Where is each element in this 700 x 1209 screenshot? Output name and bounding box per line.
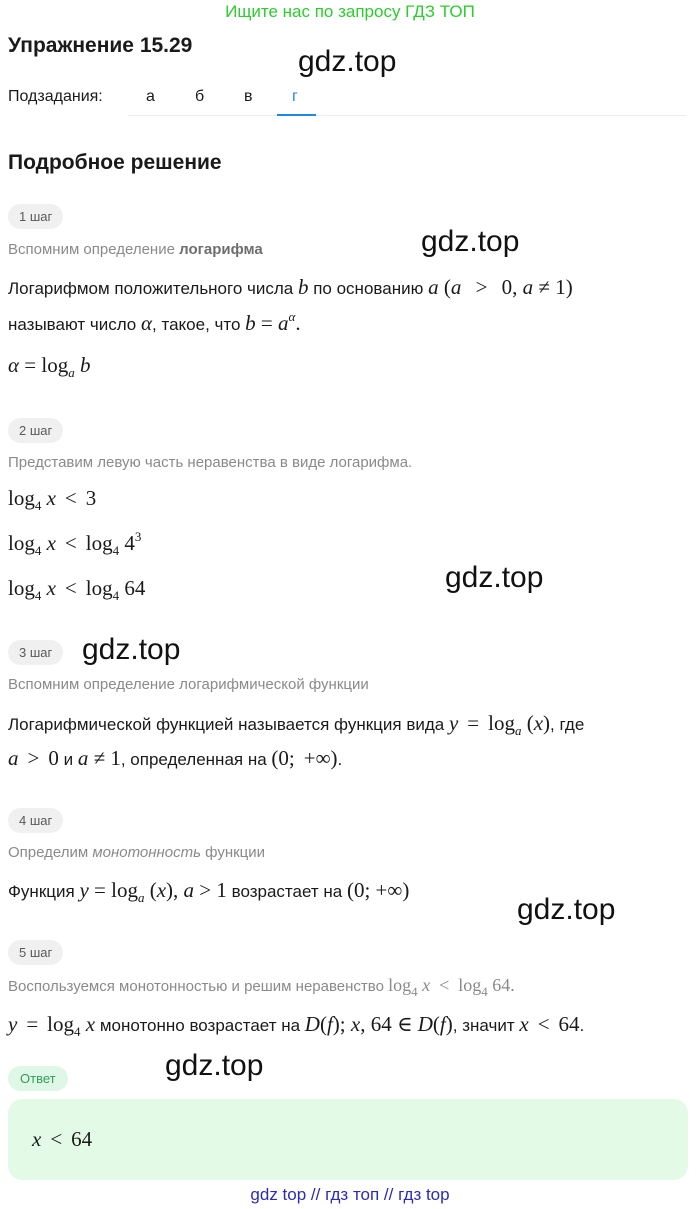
- watermark: gdz.top: [298, 45, 397, 78]
- step-3-hint: Вспомним определение логарифмической функции: [8, 676, 369, 693]
- answer-box: [8, 1099, 688, 1180]
- step-1-line-1: Логарифмом положительного числа b по основанию a (a > 0, a ≠ 1): [8, 275, 573, 299]
- watermark: gdz.top: [517, 893, 616, 926]
- step-3-line-1: Логарифмической функцией называется функция вида $y = \log_a (x)$, где: [8, 711, 585, 738]
- step-4-hint: Определим монотонность функции: [8, 844, 266, 861]
- tab-g[interactable]: г: [292, 88, 298, 105]
- step-1-badge: 1 шаг: [8, 204, 63, 229]
- subtask-tabs: [128, 82, 686, 116]
- exercise-title: Упражнение 15.29: [8, 34, 193, 57]
- answer-badge: Ответ: [8, 1066, 68, 1091]
- watermark: gdz.top: [165, 1049, 264, 1082]
- answer-value: x < 64: [32, 1127, 93, 1151]
- step-1-line-2: называют число α, такое, что $b = a^\alpha$.: [8, 309, 301, 335]
- inequality-line-3: $\log_4 x < \log_4 64$: [8, 576, 146, 603]
- active-tab-indicator: [277, 114, 316, 116]
- subtasks-label: Подзадания:: [8, 88, 103, 105]
- search-banner: Ищите нас по запросу ГДЗ ТОП: [225, 2, 475, 21]
- inequality-line-2: $\log_4 x < \log_4 4^3$: [8, 529, 142, 558]
- step-5-line-1: $y = \log_4 x$ монотонно возрастает на D(f); x, 64 ∈ D(f), значит x < 64.: [8, 1012, 585, 1039]
- watermark: gdz.top: [421, 225, 520, 258]
- solution-title: Подробное решение: [8, 151, 222, 174]
- step-5-badge: 5 шаг: [8, 940, 63, 965]
- tab-v[interactable]: в: [244, 88, 253, 105]
- step-2-badge: 2 шаг: [8, 418, 63, 443]
- step-4-badge: 4 шаг: [8, 808, 63, 833]
- step-3-line-2: a > 0 и a ≠ 1, определенная на (0; +∞).: [8, 746, 343, 770]
- step-2-hint: Представим левую часть неравенства в виде логарифма.: [8, 454, 413, 471]
- log-definition-formula: $\alpha = \log_a b$: [8, 353, 91, 380]
- watermark: gdz.top: [445, 561, 544, 594]
- footer-links[interactable]: gdz top // гдз топ // гдз top: [250, 1185, 450, 1204]
- step-1-hint: Вспомним определение логарифма: [8, 241, 263, 258]
- watermark: gdz.top: [82, 633, 181, 666]
- tab-b[interactable]: б: [195, 88, 205, 105]
- step-4-line-1: Функция $y = \log_a (x)$, a > 1 возрастает на (0; +∞): [8, 878, 410, 905]
- tab-a[interactable]: а: [146, 88, 155, 105]
- step-3-badge: 3 шаг: [8, 640, 63, 665]
- inequality-line-1: $\log_4 x < 3$: [8, 486, 97, 513]
- step-5-hint: Воспользуемся монотонностью и решим неравенство $\log_4 x < \log_4 64$.: [8, 975, 515, 999]
